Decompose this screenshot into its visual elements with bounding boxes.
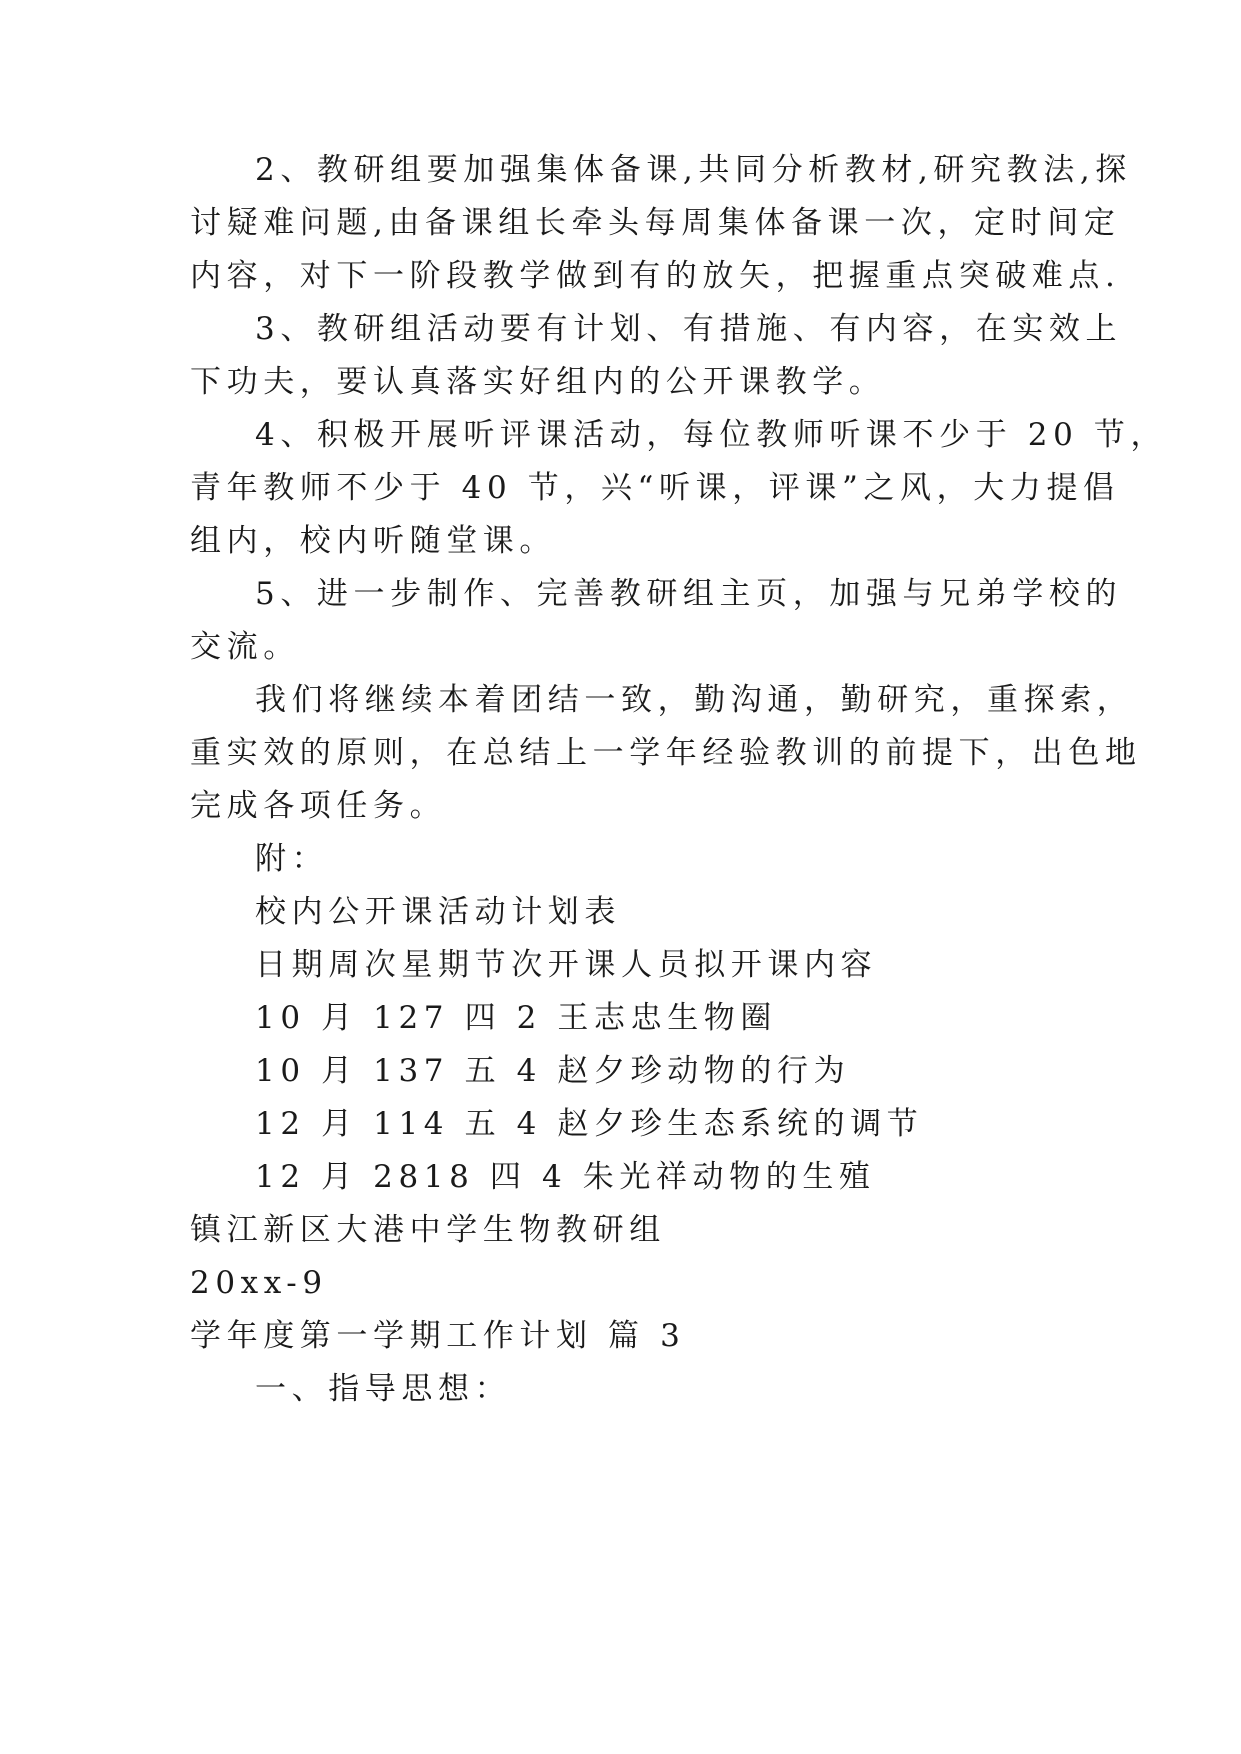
schedule-row: 10 月 137 五 4 赵夕珍动物的行为 (255, 1053, 851, 1089)
section-title: 学年度第一学期工作计划 篇 3 (190, 1318, 686, 1354)
paragraph-line: 下功夫，要认真落实好组内的公开课教学。 (190, 364, 886, 400)
schedule-row: 12 月 2818 四 4 朱光祥动物的生殖 (255, 1159, 876, 1195)
paragraph-line: 讨疑难问题,由备课组长牵头每周集体备课一次，定时间定 (190, 205, 1121, 241)
schedule-row: 10 月 127 四 2 王志忠生物圈 (255, 1000, 778, 1036)
section-heading: 一、指导思想： (255, 1371, 512, 1407)
schedule-title: 校内公开课活动计划表 (255, 894, 621, 930)
paragraph-line: 2、教研组要加强集体备课,共同分析教材,研究教法,探 (255, 152, 1132, 188)
appendix-label: 附： (255, 841, 329, 877)
paragraph-line: 我们将继续本着团结一致，勤沟通，勤研究，重探索， (255, 682, 1134, 718)
schedule-header: 日期周次星期节次开课人员拟开课内容 (255, 947, 878, 983)
paragraph-line: 3、教研组活动要有计划、有措施、有内容，在实效上 (255, 311, 1123, 347)
paragraph-line: 交流。 (190, 629, 300, 665)
paragraph-line: 组内，校内听随堂课。 (190, 523, 556, 559)
schedule-row: 12 月 114 五 4 赵夕珍生态系统的调节 (255, 1106, 924, 1142)
signature-date: 20xx-9 (190, 1265, 328, 1301)
paragraph-line: 完成各项任务。 (190, 788, 447, 824)
paragraph-line: 重实效的原则，在总结上一学年经验教训的前提下，出色地 (190, 735, 1142, 771)
paragraph-line: 内容，对下一阶段教学做到有的放矢，把握重点突破难点. (190, 258, 1121, 294)
paragraph-line: 青年教师不少于 40 节，兴“听课，评课”之风，大力提倡 (190, 470, 1120, 506)
signature-org: 镇江新区大港中学生物教研组 (190, 1212, 666, 1248)
paragraph-line: 4、积极开展听评课活动，每位教师听课不少于 20 节， (255, 417, 1168, 453)
paragraph-line: 5、进一步制作、完善教研组主页，加强与兄弟学校的 (255, 576, 1123, 612)
